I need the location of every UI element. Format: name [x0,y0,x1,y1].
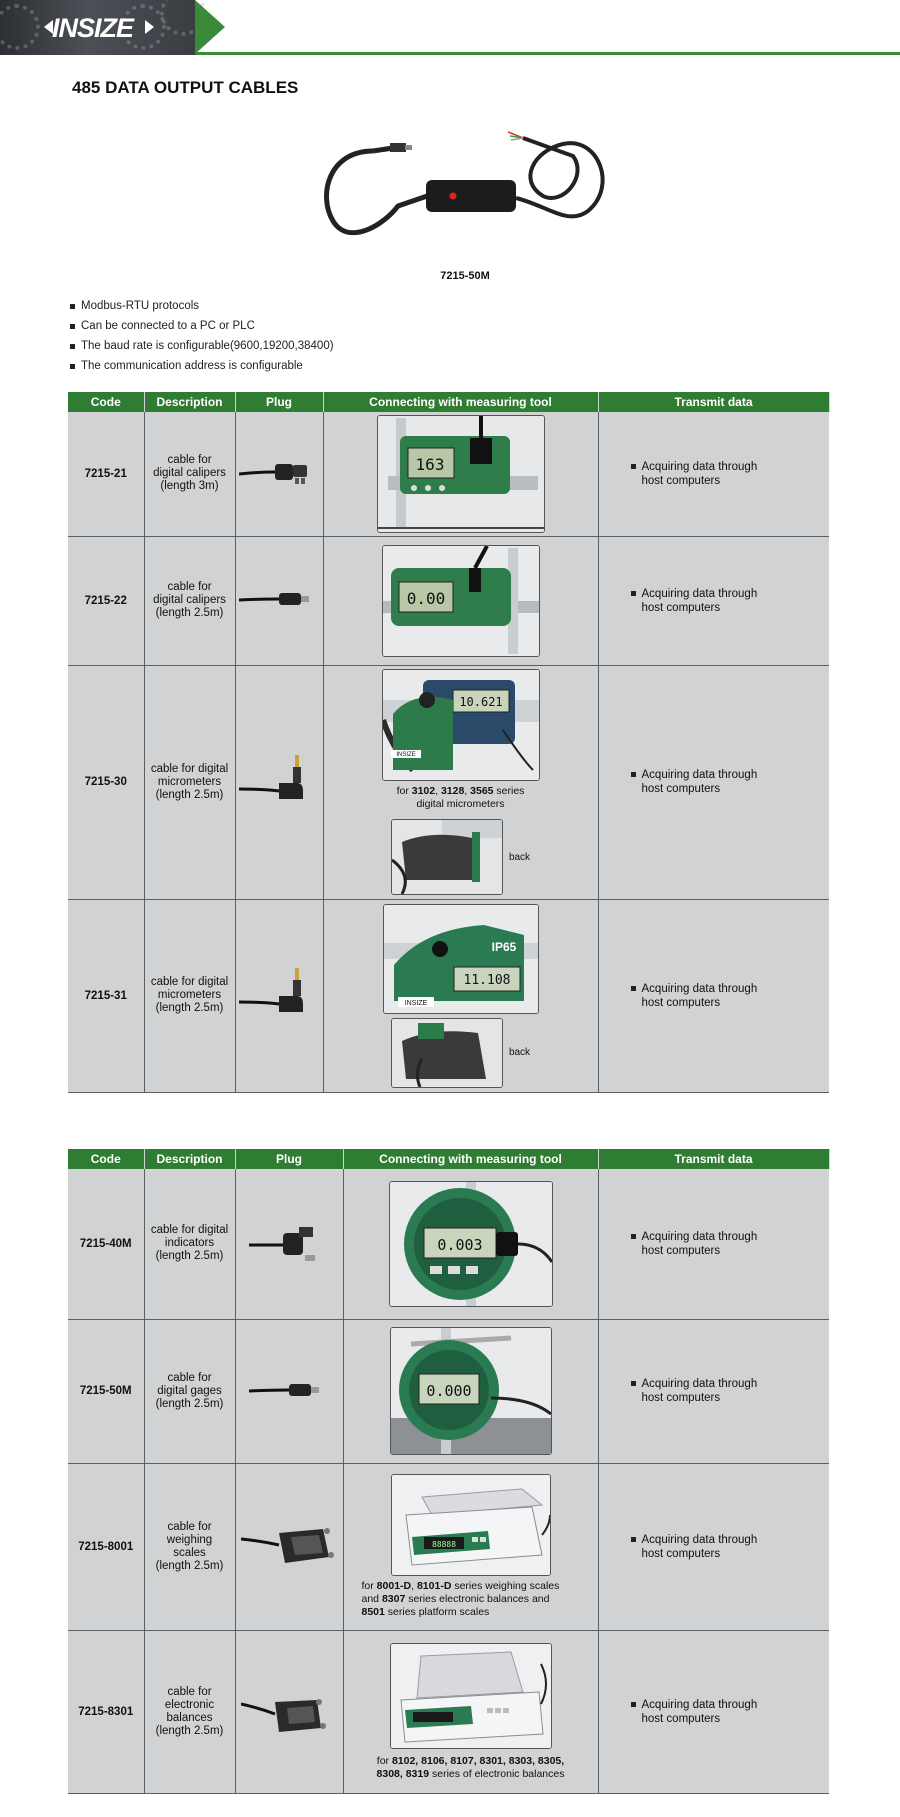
product-description: cable for weighing scales (length 2.5m) [144,1463,235,1630]
micro-usb-plug-icon [249,1375,329,1405]
back-label: back [508,1047,531,1058]
micro-usb-plug-icon [239,584,319,614]
digital-caliper-photo [382,545,540,657]
gear-decoration-icon [0,4,40,50]
transmit-text: Acquiring data through host computers [641,769,758,795]
digital-micrometer-photo [382,669,540,781]
table-header-row [68,1149,829,1169]
svg-text:0.00: 0.00 [406,588,445,608]
product-caption: 7215-50M [440,270,490,282]
transmit-cell [598,412,829,536]
product-code: 7215-8301 [68,1630,144,1793]
transmit-cell [598,1169,829,1319]
spec-table-2 [68,1149,830,1794]
svg-text:0.000: 0.000 [425,1382,472,1400]
measuring-tool-cell [323,536,598,665]
table-row [68,1630,829,1793]
product-description: cable for electronic balances (length 2.5m) [144,1630,235,1793]
transmit-cell [598,899,829,1092]
right-angle-micro-usb-plug-icon [249,1219,329,1265]
bullet-icon [631,464,636,469]
svg-text:88888: 88888 [431,1540,456,1549]
plug-cell [235,1630,343,1793]
db9-plug-icon [241,1682,337,1738]
header-green-line [195,52,900,55]
feature-list [70,296,334,376]
logo-right-arrow-icon [145,20,154,34]
bullet-icon [631,1234,636,1239]
measuring-tool-cell [323,665,598,899]
product-code: 7215-40M [68,1169,144,1319]
product-description: cable for digital indicators (length 2.5m) [144,1169,235,1319]
back-label: back [508,851,531,863]
bullet-icon [70,324,75,329]
bullet-icon [631,1381,636,1386]
column-header: Plug [235,1149,343,1169]
list-item: The baud rate is configurable(9600,19200,38400) [70,336,334,356]
table-row [68,1463,829,1630]
transmit-cell [598,536,829,665]
plug-cell [235,1463,343,1630]
table-row [68,536,829,665]
svg-text:163: 163 [415,454,444,474]
product-code: 7215-21 [68,412,144,536]
compatibility-note: for 8001-D, 8101-D series weighing scales and 8307 series electronic balances and 8501 series platform scales [361,1580,560,1618]
measuring-tool-cell [343,1630,598,1793]
transmit-cell [598,1463,829,1630]
table-header-row [68,392,829,412]
micrometer-back-photo [391,819,503,895]
bullet-icon [631,591,636,596]
compatibility-note: for 8102, 8106, 8107, 8301, 8303, 8305, 8308, 8319 series of electronic balances [376,1754,565,1780]
table-row [68,412,829,536]
list-item: Can be connected to a PC or PLC [70,316,334,336]
column-header: Connecting with measuring tool [323,392,598,412]
transmit-text: Acquiring data through host computers [641,1378,758,1404]
column-header: Connecting with measuring tool [343,1149,598,1169]
micro-usb-plug-icon [239,452,319,492]
header-green-arrow [195,0,225,54]
measuring-tool-cell [323,899,598,1092]
svg-text:10.621: 10.621 [458,695,503,709]
bullet-icon [70,364,75,369]
table-row [68,1319,829,1463]
column-header: Plug [235,392,323,412]
svg-text:11.108: 11.108 [463,972,510,988]
column-header: Description [144,392,235,412]
compatibility-note: for 3102, 3128, 3565 series digital micrometers [396,785,525,810]
list-item: The communication address is configurable [70,356,334,376]
svg-text:IP65: IP65 [491,939,516,954]
cable-product-image [318,126,618,266]
page-title: 485 DATA OUTPUT CABLES [72,78,299,97]
electronic-balance-photo [390,1643,552,1749]
bullet-icon [631,986,636,991]
product-description: cable for digital micrometers (length 2.5m) [144,899,235,1092]
header-band [0,0,900,56]
product-description: cable for digital micrometers (length 2.5m) [144,665,235,899]
micrometer-back-photo [391,1018,503,1088]
column-header: Description [144,1149,235,1169]
table-row [68,665,829,899]
bullet-icon [70,304,75,309]
list-item: Modbus-RTU protocols [70,296,334,316]
transmit-text: Acquiring data through host computers [641,460,758,487]
bullet-icon [631,772,636,777]
transmit-text: Acquiring data through host computers [641,587,758,614]
plug-cell [235,1319,343,1463]
product-code: 7215-8001 [68,1463,144,1630]
transmit-text: Acquiring data through host computers [641,982,758,1009]
transmit-text: Acquiring data through host computers [641,1533,758,1560]
measuring-tool-cell [343,1319,598,1463]
plug-cell [235,412,323,536]
product-code: 7215-31 [68,899,144,1092]
plug-cell [235,536,323,665]
digital-caliper-photo [377,415,545,533]
spec-table-1 [68,392,830,1093]
ip65-micrometer-photo [383,904,539,1014]
product-code: 7215-50M [68,1319,144,1463]
bullet-icon [631,1537,636,1542]
transmit-cell [598,665,829,899]
column-header: Transmit data [598,392,829,412]
measuring-tool-cell [343,1169,598,1319]
column-header: Transmit data [598,1149,829,1169]
svg-text:0.003: 0.003 [436,1235,483,1254]
transmit-text: Acquiring data through host computers [641,1230,758,1257]
brand-logo: INSIZE [52,13,134,43]
column-header: Code [68,1149,144,1169]
svg-text:INSIZE: INSIZE [404,999,427,1007]
bullet-icon [631,1702,636,1707]
product-description: cable for digital calipers (length 3m) [144,412,235,536]
db9-plug-icon [241,1517,337,1573]
svg-text:INSIZE: INSIZE [395,752,416,758]
plug-cell [235,1169,343,1319]
bullet-icon [70,344,75,349]
transmit-text: Acquiring data through host computers [641,1698,758,1725]
product-description: cable for digital calipers (length 2.5m) [144,536,235,665]
product-code: 7215-30 [68,665,144,899]
table-row [68,899,829,1092]
audio-jack-plug-icon [239,966,319,1022]
plug-cell [235,665,323,899]
plug-cell [235,899,323,1092]
measuring-tool-cell [323,412,598,536]
column-header: Code [68,392,144,412]
digital-indicator-photo [389,1181,553,1307]
weighing-scale-photo [391,1474,551,1576]
transmit-cell [598,1630,829,1793]
measuring-tool-cell [343,1463,598,1630]
transmit-cell [598,1319,829,1463]
audio-jack-plug-icon [239,753,319,809]
product-code: 7215-22 [68,536,144,665]
table-row [68,1169,829,1319]
digital-gage-photo [390,1327,552,1455]
product-description: cable for digital gages (length 2.5m) [144,1319,235,1463]
